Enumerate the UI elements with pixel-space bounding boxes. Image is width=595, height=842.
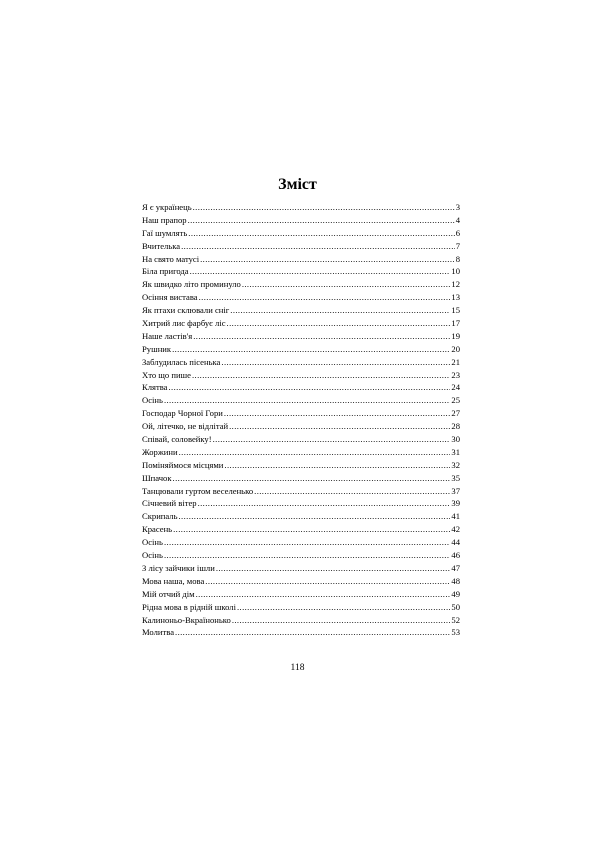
toc-dot-leader — [193, 201, 455, 214]
toc-dot-leader — [213, 433, 451, 446]
toc-entry-page: 39 — [451, 498, 460, 509]
toc-dot-leader — [237, 601, 450, 614]
toc-entry-page: 42 — [451, 524, 460, 535]
toc-dot-leader — [181, 240, 455, 253]
toc-entry-page: 21 — [451, 356, 460, 367]
toc-dot-leader — [198, 497, 451, 510]
toc-entry — [142, 485, 460, 498]
toc-entry-title: Наше ластів'я — [142, 330, 193, 341]
toc-entry — [142, 214, 460, 227]
toc-entry-title: На свято матусі — [142, 253, 200, 264]
toc-entry-title: Скрипаль — [142, 511, 178, 522]
toc-entry-title: Січневий вітер — [142, 498, 197, 509]
toc-dot-leader — [254, 485, 450, 498]
toc-entry — [142, 356, 460, 369]
toc-entry-page: 41 — [451, 511, 460, 522]
toc-entry-title: Красень — [142, 524, 173, 535]
toc-entry — [142, 626, 460, 639]
toc-entry — [142, 394, 460, 407]
toc-entry-title: Рушник — [142, 343, 172, 354]
toc-dot-leader — [242, 278, 451, 291]
toc-entry-title: Як птахи склювали сніг — [142, 305, 230, 316]
toc-dot-leader — [199, 291, 451, 304]
page-title: Зміст — [278, 176, 317, 193]
toc-entry-page: 27 — [451, 408, 460, 419]
toc-dot-leader — [179, 510, 451, 523]
toc-dot-leader — [164, 549, 450, 562]
toc-entry-title: Калиноньо-Вкраїнонько — [142, 614, 231, 625]
toc-dot-leader — [193, 330, 450, 343]
toc-entry-page: 12 — [451, 279, 460, 290]
toc-entry-title: Ой, літечко, не відлітай — [142, 421, 229, 432]
toc-dot-leader — [200, 253, 455, 266]
toc-dot-leader — [227, 317, 451, 330]
toc-dot-leader — [188, 214, 455, 227]
toc-entry — [142, 510, 460, 523]
toc-entry-page: 28 — [451, 421, 460, 432]
toc-entry — [142, 523, 460, 536]
toc-entry — [142, 201, 460, 214]
toc-entry-title: Шпачок — [142, 472, 172, 483]
toc-entry-page: 10 — [451, 266, 460, 277]
toc-entry-page: 8 — [455, 253, 460, 264]
toc-dot-leader — [232, 614, 451, 627]
toc-entry — [142, 369, 460, 382]
toc-entry-page: 52 — [451, 614, 460, 625]
toc-entry-page: 44 — [451, 537, 460, 548]
toc-entry — [142, 330, 460, 343]
toc-entry — [142, 562, 460, 575]
toc-dot-leader — [173, 472, 451, 485]
toc-entry-page: 53 — [451, 627, 460, 638]
toc-entry-page: 37 — [451, 485, 460, 496]
toc-dot-leader — [196, 588, 451, 601]
toc-entry-title: З лісу зайчики ішли — [142, 562, 215, 573]
toc-entry-page: 15 — [451, 305, 460, 316]
toc-entry — [142, 536, 460, 549]
toc-entry-page: 20 — [451, 343, 460, 354]
toc-entry-page: 48 — [451, 575, 460, 586]
toc-entry-title: Рідна мова в рідній школі — [142, 601, 236, 612]
toc-entry-page: 25 — [451, 395, 460, 406]
toc-entry — [142, 549, 460, 562]
toc-entry-title: Заблудилась пісенька — [142, 356, 221, 367]
toc-dot-leader — [216, 562, 451, 575]
toc-entry-title: Гаї шумлять — [142, 227, 188, 238]
toc-entry — [142, 278, 460, 291]
toc-entry — [142, 614, 460, 627]
toc-dot-leader — [224, 459, 450, 472]
toc-entry-page: 3 — [455, 202, 460, 212]
toc-dot-leader — [173, 523, 450, 536]
toc-entry — [142, 601, 460, 614]
toc-entry-page: 47 — [451, 562, 460, 573]
toc-entry-page: 31 — [451, 446, 460, 457]
toc-entry-title: Господар Чорної Гори — [142, 408, 223, 419]
toc-dot-leader — [192, 369, 450, 382]
toc-entry-page: 17 — [451, 318, 460, 329]
toc-entry — [142, 240, 460, 253]
toc-entry — [142, 381, 460, 394]
toc-entry-title: Хто що пише — [142, 369, 191, 380]
toc-entry-page: 35 — [451, 472, 460, 483]
toc-entry-page: 46 — [451, 550, 460, 561]
toc-entry-title: Співай, соловейку! — [142, 434, 212, 445]
toc-entry — [142, 472, 460, 485]
toc-entry-title: Жоржини — [142, 446, 178, 457]
toc-dot-leader — [190, 265, 451, 278]
toc-entry-page: 4 — [455, 214, 460, 225]
toc-entry — [142, 291, 460, 304]
toc-entry-page: 50 — [451, 601, 460, 612]
toc-entry-title: Вчителька — [142, 240, 181, 251]
toc-entry — [142, 304, 460, 317]
toc-dot-leader — [188, 227, 454, 240]
toc-entry-title: Я є українець — [142, 202, 192, 212]
toc-entry-title: Молитва — [142, 627, 175, 638]
toc-entry-title: Мій отчий дім — [142, 588, 195, 599]
toc-entry-title: Осіння вистава — [142, 292, 198, 303]
toc-entry-title: Хитрий лис фарбує ліс — [142, 318, 226, 329]
toc-entry — [142, 575, 460, 588]
toc-entry-title: Осінь — [142, 550, 163, 561]
toc-entry — [142, 433, 460, 446]
toc-entry-title: Поміняймося місцями — [142, 459, 224, 470]
toc-dot-leader — [229, 420, 450, 433]
toc-entry — [142, 227, 460, 240]
toc-dot-leader — [179, 446, 451, 459]
toc-entry-title: Клятва — [142, 382, 168, 393]
toc-entry — [142, 343, 460, 356]
toc-entry-title: Як швидко літо проминуло — [142, 279, 241, 290]
toc-entry-title: Осінь — [142, 537, 163, 548]
toc-entry-title: Наш прапор — [142, 214, 187, 225]
toc-entry — [142, 420, 460, 433]
toc-entry — [142, 459, 460, 472]
toc-entry-page: 24 — [451, 382, 460, 393]
toc-entry-title: Танцювали гуртом веселенько — [142, 485, 254, 496]
toc-entry-page: 7 — [455, 240, 460, 251]
toc-entry-page: 49 — [451, 588, 460, 599]
toc-dot-leader — [221, 356, 450, 369]
toc-dot-leader — [175, 626, 450, 639]
toc-entry — [142, 265, 460, 278]
table-of-contents — [142, 201, 460, 639]
toc-entry — [142, 588, 460, 601]
toc-entry — [142, 497, 460, 510]
toc-dot-leader — [164, 536, 450, 549]
toc-dot-leader — [224, 407, 451, 420]
toc-entry-title: Біла пригода — [142, 266, 189, 277]
toc-entry-page: 32 — [451, 459, 460, 470]
toc-entry — [142, 253, 460, 266]
page-number: 118 — [290, 663, 305, 673]
toc-dot-leader — [230, 304, 450, 317]
toc-entry-page: 23 — [451, 369, 460, 380]
toc-dot-leader — [169, 381, 451, 394]
toc-entry — [142, 407, 460, 420]
toc-entry-page: 13 — [451, 292, 460, 303]
toc-entry-page: 30 — [451, 434, 460, 445]
toc-dot-leader — [205, 575, 450, 588]
toc-entry-title: Осінь — [142, 395, 163, 406]
toc-entry-page: 6 — [455, 227, 460, 238]
toc-dot-leader — [172, 343, 450, 356]
toc-entry — [142, 317, 460, 330]
toc-entry — [142, 446, 460, 459]
toc-entry-page: 19 — [451, 330, 460, 341]
toc-dot-leader — [164, 394, 450, 407]
toc-entry-title: Мова наша, мова — [142, 575, 205, 586]
